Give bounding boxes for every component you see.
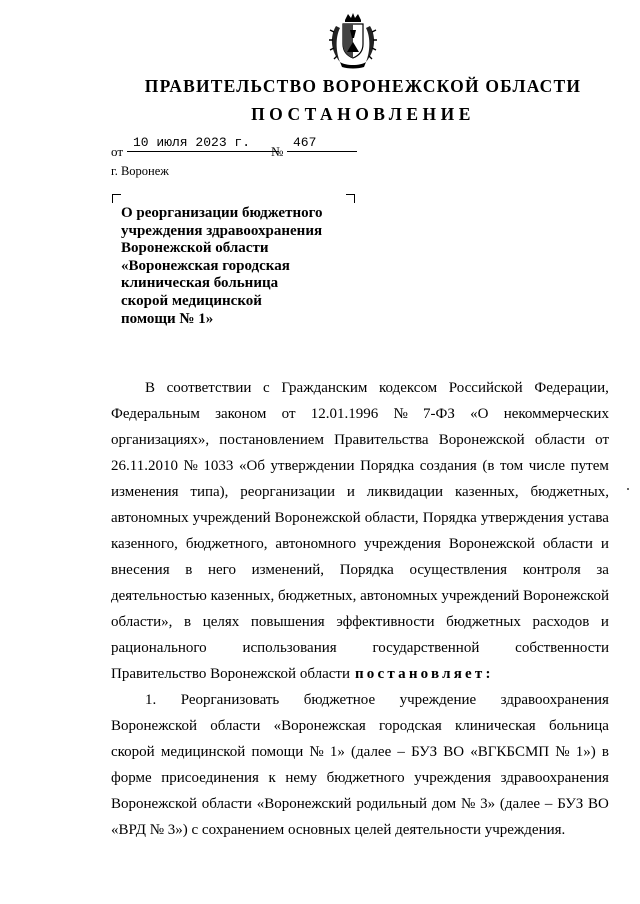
word: ВО — [588, 796, 609, 812]
word: 1») — [575, 744, 596, 760]
word: к — [268, 770, 276, 786]
word: автономных — [111, 510, 189, 526]
word: нему — [285, 770, 318, 786]
subject-line: учреждения здравоохранения — [121, 222, 323, 239]
word: 12.01.1996 — [310, 406, 379, 422]
word: том — [500, 458, 524, 474]
subject-line: Воронежской области — [121, 240, 269, 257]
word: здравоохранения — [500, 692, 609, 708]
word: бюджетного, — [185, 536, 268, 552]
word: Российской — [448, 380, 523, 396]
word: бюджетных, — [530, 484, 609, 500]
word: «Об — [239, 458, 265, 474]
document-body — [111, 375, 609, 843]
city-name: г. Воронеж — [111, 164, 169, 178]
body-line — [111, 479, 609, 505]
word: рационального — [111, 640, 207, 656]
word: эффективности — [336, 614, 435, 630]
word: (далее — [351, 744, 392, 760]
word: области — [201, 796, 252, 812]
word: контроля — [522, 562, 581, 578]
word: «О — [470, 406, 489, 422]
word: № — [309, 744, 324, 760]
body-line — [111, 557, 609, 583]
word: области — [542, 536, 593, 552]
body-line — [111, 635, 609, 661]
word: и — [600, 536, 609, 552]
word: – — [397, 744, 405, 760]
word: клиническая — [454, 718, 536, 734]
word: автономного — [275, 536, 357, 552]
word: постановлением — [219, 432, 325, 448]
word: области», — [111, 614, 173, 630]
paragraph-item-1 — [111, 687, 609, 817]
word: № — [393, 406, 408, 422]
word: (далее — [499, 796, 541, 812]
word: казенного, — [111, 536, 178, 552]
word: Воронежской — [522, 588, 609, 604]
document-date: 10 июля 2023 г. — [127, 136, 279, 152]
word: типа), — [190, 484, 229, 500]
word: некоммерческих — [503, 406, 609, 422]
word: за — [596, 562, 609, 578]
word: Правительства — [334, 432, 429, 448]
document-type-title: ПОСТАНОВЛЕНИЕ — [251, 104, 475, 124]
word: 1» — [329, 744, 345, 760]
word: учреждений — [192, 510, 271, 526]
word: устава — [567, 510, 609, 526]
word: повышения — [250, 614, 325, 630]
word: бюджетных — [446, 614, 521, 630]
body-line — [111, 817, 609, 843]
government-name: ПРАВИТЕЛЬСТВО ВОРОНЕЖСКОЙ ОБЛАСТИ — [144, 76, 582, 96]
word: – — [544, 796, 553, 812]
word: Воронежской — [111, 796, 197, 812]
government-subject-text: Правительство Воронежской области — [111, 666, 350, 682]
word: законом — [215, 406, 267, 422]
body-line — [111, 765, 609, 791]
body-line — [111, 609, 609, 635]
word: № — [183, 458, 198, 474]
word: области, — [364, 510, 419, 526]
word: утверждении — [270, 458, 355, 474]
document-number: 467 — [287, 136, 357, 152]
date-prefix: от — [111, 144, 124, 159]
word: автономных — [360, 588, 438, 604]
word: присоединения — [161, 770, 259, 786]
word: № — [460, 796, 476, 812]
word: в — [184, 614, 192, 630]
word: бюджетного — [326, 770, 405, 786]
word: использования — [242, 640, 337, 656]
word: 3» — [480, 796, 496, 812]
word: бюджетное — [303, 692, 376, 708]
coat-of-arms-icon — [326, 12, 380, 70]
word: БУЗ — [411, 744, 438, 760]
body-line — [111, 505, 609, 531]
scan-speck — [627, 488, 629, 490]
word: осуществления — [409, 562, 508, 578]
word: В — [145, 380, 156, 396]
word: Порядка — [360, 458, 415, 474]
body-line — [111, 531, 609, 557]
word: учреждения — [364, 536, 441, 552]
body-line — [111, 713, 609, 739]
word: числе — [528, 458, 566, 474]
word: казенных, — [454, 484, 519, 500]
word: 26.11.2010 — [111, 458, 178, 474]
subject-line: О реорганизации бюджетного — [121, 205, 323, 221]
word: него — [208, 562, 236, 578]
body-line — [111, 375, 609, 401]
word: Порядка — [339, 562, 394, 578]
body-line — [111, 453, 609, 479]
body-line-text: «ВРД № 3») с сохранением основных целей деятельности учреждения. — [111, 822, 566, 838]
word: и — [346, 484, 355, 500]
body-line — [111, 791, 609, 817]
word: с — [263, 380, 270, 396]
word: форме — [111, 770, 152, 786]
word: изменения — [111, 484, 179, 500]
decree-word: постановляет: — [354, 666, 494, 682]
word: учреждения — [414, 770, 491, 786]
word: Порядка — [422, 510, 477, 526]
word: «ВГКБСМП — [470, 744, 550, 760]
body-line — [111, 401, 609, 427]
word: соответствии — [166, 380, 252, 396]
word: изменений, — [251, 562, 325, 578]
word: дом — [431, 796, 457, 812]
body-line — [111, 739, 609, 765]
word: Воронежской — [448, 536, 535, 552]
word: области — [534, 432, 585, 448]
word: в — [601, 744, 609, 760]
word: казенных, — [210, 588, 275, 604]
number-prefix: № — [271, 144, 284, 159]
subject-line: «Воронежская городская — [121, 257, 290, 274]
word: собственности — [515, 640, 609, 656]
word: деятельностью — [111, 588, 207, 604]
word: целях — [202, 614, 240, 630]
word: медицинской — [160, 744, 246, 760]
word: путем — [570, 458, 609, 474]
word: Воронежской — [274, 510, 361, 526]
paragraph-preamble — [111, 375, 609, 661]
word: в — [185, 562, 193, 578]
body-line — [111, 661, 609, 687]
word: Федеральным — [111, 406, 200, 422]
subject-bracket-left — [112, 194, 121, 203]
word: № — [555, 744, 570, 760]
word: Воронежской — [438, 432, 525, 448]
word: Реорганизовать — [180, 692, 280, 708]
word: бюджетных, — [277, 588, 357, 604]
word: 1033 — [203, 458, 234, 474]
word: родильный — [356, 796, 428, 812]
subject-line: скорой медицинской — [121, 292, 262, 309]
word: «Воронежский — [256, 796, 352, 812]
word: (в — [482, 458, 495, 474]
word: больница — [548, 718, 609, 734]
word: 1. — [145, 692, 157, 708]
body-line — [111, 583, 609, 609]
word: городская — [378, 718, 442, 734]
word: учреждений — [441, 588, 520, 604]
word: Воронежской — [111, 718, 197, 734]
word: области — [210, 718, 261, 734]
word: «Воронежская — [273, 718, 366, 734]
word: Гражданским — [281, 380, 368, 396]
word: 7-ФЗ — [423, 406, 455, 422]
word: и — [600, 614, 609, 630]
word: здравоохранения — [500, 770, 609, 786]
word: реорганизации — [240, 484, 335, 500]
word: кодексом — [378, 380, 438, 396]
word: учреждение — [399, 692, 477, 708]
word: организациях», — [111, 432, 210, 448]
word: скорой — [111, 744, 155, 760]
subject-line: помощи № 1» — [121, 310, 214, 327]
word: утверждения — [480, 510, 564, 526]
subject-bracket-right — [346, 194, 355, 203]
word: от — [281, 406, 296, 422]
word: ликвидации — [366, 484, 444, 500]
word: государственной — [372, 640, 480, 656]
word: внесения — [111, 562, 170, 578]
word: помощи — [251, 744, 304, 760]
word: ВО — [443, 744, 465, 760]
word: расходов — [532, 614, 590, 630]
document-subject — [121, 205, 361, 328]
body-line — [111, 687, 609, 713]
subject-line: клиническая больница — [121, 275, 279, 292]
word: создания — [419, 458, 477, 474]
word: БУЗ — [557, 796, 584, 812]
body-line — [111, 427, 609, 453]
word: Федерации, — [534, 380, 609, 396]
word: от — [595, 432, 609, 448]
